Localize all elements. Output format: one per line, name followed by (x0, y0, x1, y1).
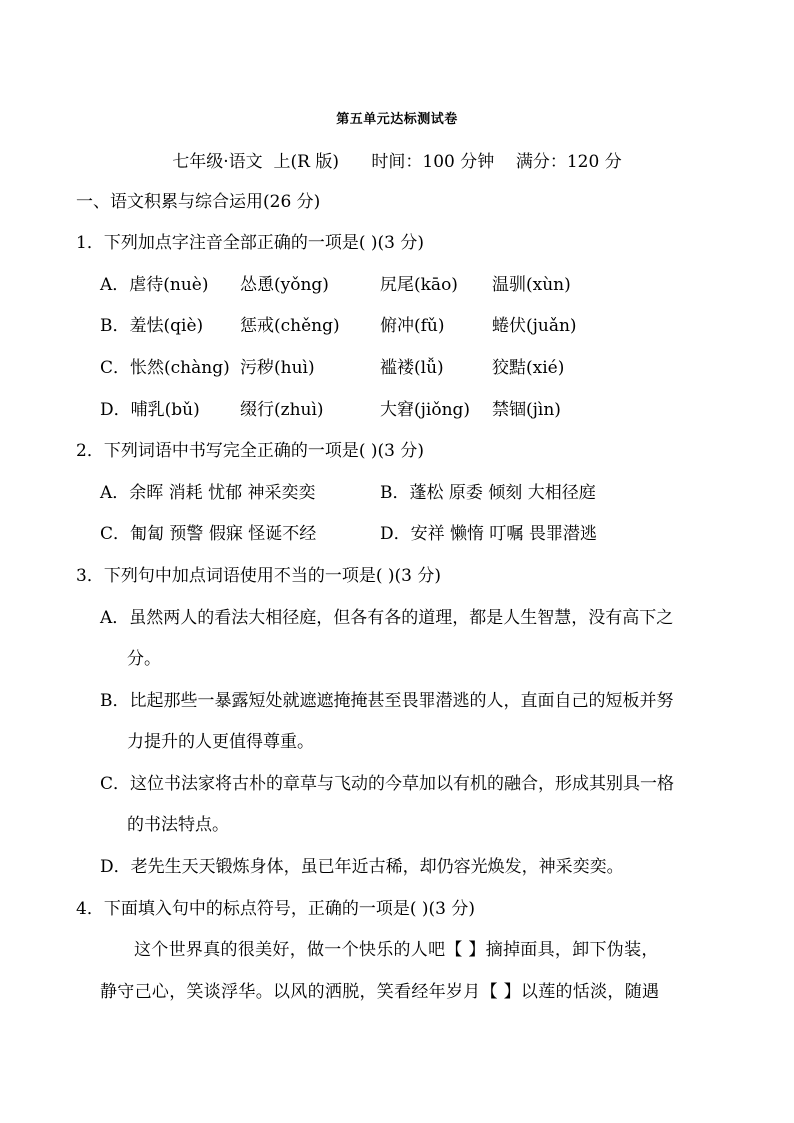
option-text: B．蓬松 原委 倾刻 大相径庭 (380, 483, 596, 503)
question-3-option-c: C．这位书法家将古朴的章草与飞动的今草加以有机的融合，形成其别具一格 (100, 774, 675, 794)
option-word: 温驯(xùn) (492, 275, 571, 295)
question-1-option-a (0, 273, 794, 297)
question-3-option-a: A．虽然两人的看法大相径庭，但各有各的道理，都是人生智慧，没有高下之 (100, 608, 674, 628)
option-word: 惩戒(chěng) (240, 316, 340, 336)
option-word: 污秽(huì) (240, 358, 315, 378)
question-4-stem: 4．下面填入句中的标点符号，正确的一项是( )(3 分) (76, 899, 475, 919)
question-2-options-row-1 (0, 481, 794, 505)
exam-info: 七年级·语文 上(R 版) 时间：100 分钟 满分：120 分 (172, 152, 622, 172)
option-word: A．虐待(nuè) (100, 275, 209, 295)
question-2-stem: 2．下列词语中书写完全正确的一项是( )(3 分) (76, 441, 424, 461)
option-word: C．怅然(chàng) (100, 358, 230, 378)
option-word: 狡黠(xié) (492, 358, 565, 378)
option-word: 蜷伏(juǎn) (492, 316, 577, 336)
option-word: 怂恿(yǒng) (240, 275, 329, 295)
question-4-passage-line-2: 静守己心，笑谈浮华。以风的洒脱，笑看经年岁月【 】以莲的恬淡，随遇 (100, 982, 660, 1002)
option-text: D．安祥 懒惰 叮嘱 畏罪潜逃 (380, 524, 597, 544)
question-3-option-c-cont: 的书法特点。 (127, 815, 229, 835)
option-text: A．余晖 消耗 忧郁 神采奕奕 (100, 483, 316, 503)
question-1-option-c (0, 356, 794, 380)
option-word: 褴褛(lǚ) (380, 358, 444, 378)
option-text: C．匍匐 预警 假寐 怪诞不经 (100, 524, 317, 544)
question-3-option-d: D．老先生天天锻炼身体，虽已年近古稀，却仍容光焕发，神采奕奕。 (100, 857, 624, 877)
question-3-option-b: B．比起那些一暴露短处就遮遮掩掩甚至畏罪潜逃的人，直面自己的短板并努 (100, 691, 674, 711)
option-word: 缀行(zhuì) (240, 400, 324, 420)
question-4-passage-line-1: 这个世界真的很美好，做一个快乐的人吧【 】摘掉面具，卸下伪装， (134, 940, 659, 960)
question-2-options-row-2 (0, 522, 794, 546)
question-3-option-b-cont: 力提升的人更值得尊重。 (127, 732, 314, 752)
section-heading: 一、语文积累与综合运用(26 分) (76, 192, 321, 212)
page-title: 第五单元达标测试卷 (336, 112, 458, 127)
option-word: 禁锢(jìn) (492, 400, 561, 420)
option-word: 大窘(jiǒng) (380, 400, 471, 420)
option-word: D．哺乳(bǔ) (100, 400, 200, 420)
question-3-stem: 3．下列句中加点词语使用不当的一项是( )(3 分) (76, 566, 441, 586)
option-word: 尻尾(kāo) (380, 275, 458, 295)
option-word: 俯冲(fǔ) (380, 316, 445, 336)
question-1-option-b (0, 314, 794, 338)
question-1-stem: 1．下列加点字注音全部正确的一项是( )(3 分) (76, 233, 424, 253)
question-1-option-d (0, 398, 794, 422)
question-3-option-a-cont: 分。 (127, 649, 161, 669)
option-word: B．羞怯(qiè) (100, 316, 204, 336)
